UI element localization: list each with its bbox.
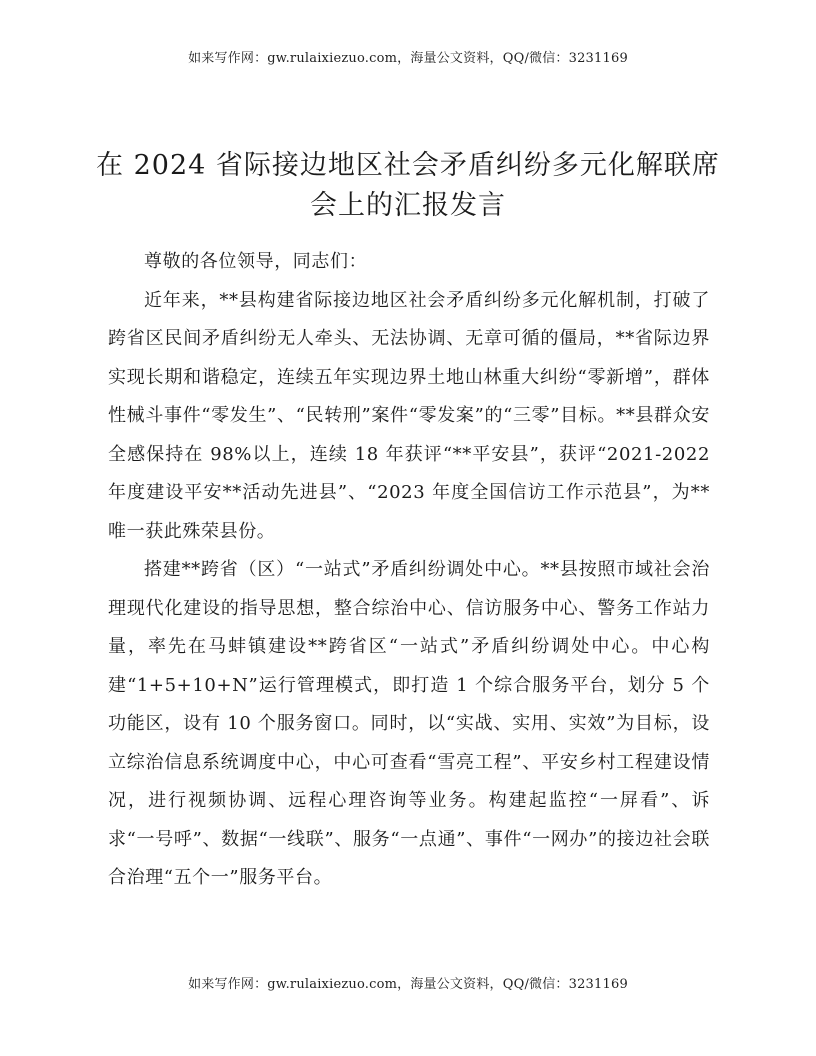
- page-footer-watermark: 如来写作网：gw.rulaixiezuo.com，海量公文资料，QQ/微信：3231169: [188, 977, 628, 992]
- salutation-paragraph: 尊敬的各位领导，同志们：: [144, 251, 368, 272]
- intro-paragraph: 近年来，**县构建省际接边地区社会矛盾纠纷多元化解机制，打破了跨省区民间矛盾纠纷无人牵头、无法协调、无章可循的僵局，**省际边界实现长期和谐稳定，连续五年实现边界土地山林重大纠纷“零新增”，群体性械斗事件“零发生”、“民转刑”案件“零发案”的“三零”目标。**县群众安全感保持在 98%以上，连续 18 年获评“**平安县”，获评“2021-2022 年度建设平安**活动先进县”、“2023 年度全国信访工作示范县”，为**唯一获此殊荣县份。: [108, 289, 710, 542]
- document-body: [108, 243, 710, 898]
- page-header-watermark: 如来写作网：gw.rulaixiezuo.com，海量公文资料，QQ/微信：3231169: [188, 51, 628, 66]
- center-paragraph: 搭建**跨省（区）“一站式”矛盾纠纷调处中心。**县按照市域社会治理现代化建设的指导思想，整合综治中心、信访服务中心、警务工作站力量，率先在马蚌镇建设**跨省区“一站式”矛盾纠纷调处中心。中心构建“1+5+10+N”运行管理模式，即打造 1 个综合服务平台，划分 5 个功能区，设有 10 个服务窗口。同时，以“实战、实用、实效”为目标，设立综治信息系统调度中心，中心可查看“雪亮工程”、平安乡村工程建设情况，进行视频协调、远程心理咨询等业务。构建起监控“一屏看”、诉求“一号呼”、数据“一线联”、服务“一点通”、事件“一网办”的接边社会联合治理“五个一”服务平台。: [108, 559, 710, 888]
- document-title: 在 2024 省际接边地区社会矛盾纠纷多元化解联席会上的汇报发言: [96, 150, 720, 221]
